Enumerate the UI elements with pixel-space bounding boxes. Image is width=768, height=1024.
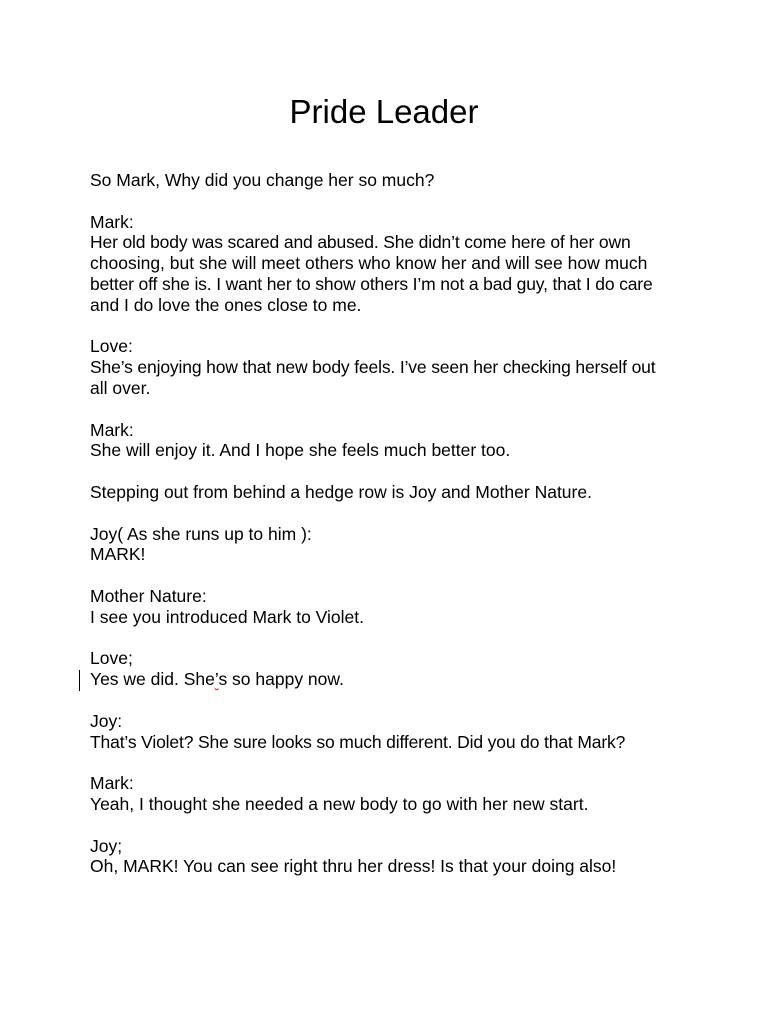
text-line: Yeah, I thought she needed a new body to go with her new start. xyxy=(90,793,589,814)
text-fragment: s so happy now. xyxy=(218,669,344,690)
speaker-label: Mark: xyxy=(90,211,134,232)
text-line: She’s enjoying how that new body feels. I’ve seen her checking herself out xyxy=(90,357,656,378)
blank-line xyxy=(90,399,690,420)
blank-line xyxy=(90,565,690,586)
spellcheck-mark[interactable]: ’ xyxy=(214,669,219,690)
blank-line xyxy=(90,316,690,337)
text-line-with-spellcheck xyxy=(90,669,690,690)
text-line: and I do love the ones close to me. xyxy=(90,294,362,315)
text-line: better off she is. I want her to show others I’m not a bad guy, that I do care xyxy=(90,273,653,294)
speaker-label: Joy( As she runs up to him ): xyxy=(90,523,312,544)
blank-line xyxy=(90,815,690,836)
text-line: all over. xyxy=(90,377,151,398)
text-line: choosing, but she will meet others who know her and will see how much xyxy=(90,253,648,274)
text-line: MARK! xyxy=(90,544,146,565)
speaker-label: Mother Nature: xyxy=(90,585,207,606)
text-line: So Mark, Why did you change her so much? xyxy=(90,170,435,190)
blank-line xyxy=(90,503,690,524)
text-cursor xyxy=(79,670,80,691)
blank-line xyxy=(90,628,690,649)
speaker-label: Love: xyxy=(90,336,133,357)
speaker-label: Joy: xyxy=(90,710,123,731)
text-line: I see you introduced Mark to Violet. xyxy=(90,606,364,627)
blank-line xyxy=(90,690,690,711)
text-line: Her old body was scared and abused. She didn’t come here of her own xyxy=(90,232,631,253)
document-title: Pride Leader xyxy=(289,93,479,130)
speaker-label: Mark: xyxy=(90,419,134,440)
text-line: Oh, MARK! You can see right thru her dress! Is that your doing also! xyxy=(90,856,617,877)
blank-line xyxy=(90,191,690,212)
speaker-label: Love; xyxy=(90,648,133,669)
text-line: That’s Violet? She sure looks so much different. Did you do that Mark? xyxy=(90,731,626,752)
text-fragment: Yes we did. She xyxy=(90,669,215,690)
text-line: Stepping out from behind a hedge row is Joy and Mother Nature. xyxy=(90,481,592,502)
blank-line xyxy=(90,461,690,482)
text-line: She will enjoy it. And I hope she feels much better too. xyxy=(90,440,511,461)
speaker-label: Joy; xyxy=(90,835,123,856)
document-body[interactable] xyxy=(90,170,690,877)
speaker-label: Mark: xyxy=(90,773,134,794)
blank-line xyxy=(90,752,690,773)
